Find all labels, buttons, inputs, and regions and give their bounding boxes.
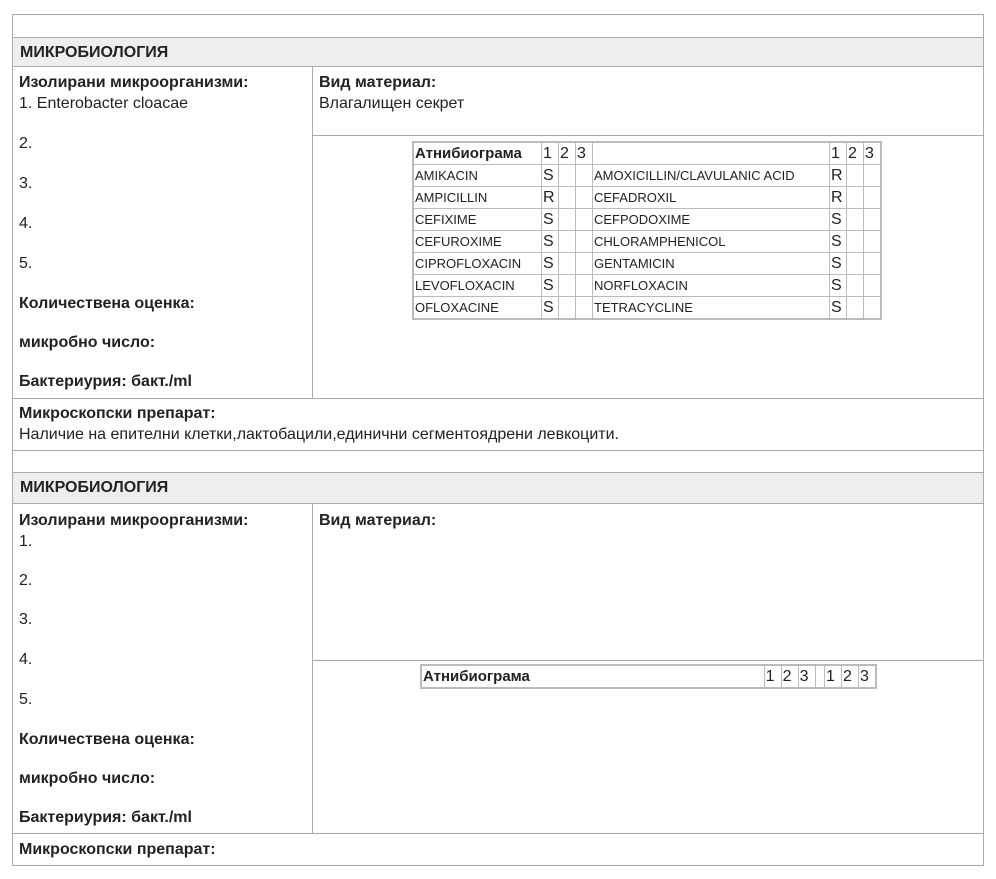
result-1: S <box>830 297 847 320</box>
result-1: S <box>542 297 559 320</box>
antibiogram-row <box>413 275 881 297</box>
result-3 <box>576 275 593 297</box>
result-2 <box>559 231 576 253</box>
count-label: микробно число: <box>19 770 156 787</box>
column-header: 3 <box>576 142 593 165</box>
antibiotic-name: GENTAMICIN <box>593 253 830 275</box>
isolated-item: 3. <box>19 611 33 628</box>
antibiotic-name: LEVOFLOXACIN <box>413 275 542 297</box>
antibiogram-row <box>413 253 881 275</box>
column-header: 1 <box>542 142 559 165</box>
result-2 <box>847 253 864 275</box>
empty-top-row <box>12 14 984 38</box>
material-label: Вид материал: <box>319 512 437 529</box>
antibiotic-name: NORFLOXACIN <box>593 275 830 297</box>
column-header: 1 <box>825 665 842 688</box>
antibiotic-name: AMOXICILLIN/CLAVULANIC ACID <box>593 165 830 187</box>
microscopy-label: Микроскопски препарат: <box>19 405 216 422</box>
column-header: 1 <box>764 665 781 688</box>
result-2 <box>559 253 576 275</box>
result-1: R <box>542 187 559 209</box>
quant-label: Количествена оценка: <box>19 295 195 312</box>
antibiogram-row <box>413 231 881 253</box>
antibiogram-table <box>420 664 877 689</box>
column-header-blank <box>593 142 830 165</box>
antibiogram-table <box>412 141 882 320</box>
antibiotic-name: CEFIXIME <box>413 209 542 231</box>
antibiogram-header-row <box>413 142 881 165</box>
column-header: 3 <box>859 665 877 688</box>
antibiogram-row <box>413 297 881 320</box>
result-2 <box>559 297 576 320</box>
isolated-item: 5. <box>19 255 33 272</box>
spacer-row <box>12 450 984 473</box>
count-label: микробно число: <box>19 334 156 351</box>
result-3 <box>864 275 882 297</box>
column-header: 3 <box>798 665 815 688</box>
column-header: 2 <box>842 665 859 688</box>
isolated-item: 4. <box>19 651 33 668</box>
isolated-item: 2. <box>19 135 33 152</box>
result-3 <box>864 209 882 231</box>
section-header: МИКРОБИОЛОГИЯ <box>12 472 984 504</box>
result-3 <box>576 231 593 253</box>
antibiogram-title: Атнибиограма <box>413 142 542 165</box>
column-header-blank <box>815 665 824 688</box>
microscopy-value: Наличие на епителни клетки,лактобацили,единични сегментоядрени левкоцити. <box>19 426 619 443</box>
column-header: 3 <box>864 142 882 165</box>
result-2 <box>847 297 864 320</box>
result-1: S <box>542 165 559 187</box>
result-2 <box>847 231 864 253</box>
antibiogram-row <box>413 187 881 209</box>
antibiogram-row <box>413 165 881 187</box>
result-3 <box>576 209 593 231</box>
result-3 <box>864 165 882 187</box>
result-1: S <box>830 253 847 275</box>
result-2 <box>847 209 864 231</box>
result-1: S <box>542 231 559 253</box>
column-header: 2 <box>781 665 798 688</box>
result-3 <box>864 231 882 253</box>
antibiogram-row <box>413 209 881 231</box>
antibiotic-name: TETRACYCLINE <box>593 297 830 320</box>
isolated-item: 3. <box>19 175 33 192</box>
result-2 <box>847 165 864 187</box>
result-2 <box>559 187 576 209</box>
bact-label: Бактериурия: бакт./ml <box>19 373 192 390</box>
antibiotic-name: CEFADROXIL <box>593 187 830 209</box>
antibiotic-name: CHLORAMPHENICOL <box>593 231 830 253</box>
result-1: S <box>830 209 847 231</box>
isolated-item: 5. <box>19 691 33 708</box>
result-1: S <box>542 209 559 231</box>
antibiotic-name: CIPROFLOXACIN <box>413 253 542 275</box>
antibiotic-name: CEFPODOXIME <box>593 209 830 231</box>
bact-label: Бактериурия: бакт./ml <box>19 809 192 826</box>
result-3 <box>864 187 882 209</box>
result-2 <box>559 165 576 187</box>
result-2 <box>847 275 864 297</box>
antibiogram-header-row <box>421 665 876 688</box>
isolated-item: 4. <box>19 215 33 232</box>
antibiogram-title: Атнибиограма <box>421 665 764 688</box>
isolated-item: 2. <box>19 572 33 589</box>
result-1: S <box>542 275 559 297</box>
result-3 <box>576 165 593 187</box>
result-1: S <box>830 231 847 253</box>
result-3 <box>576 187 593 209</box>
result-3 <box>864 253 882 275</box>
antibiotic-name: CEFUROXIME <box>413 231 542 253</box>
antibiotic-name: OFLOXACINE <box>413 297 542 320</box>
material-value: Влагалищен секрет <box>319 95 465 112</box>
result-2 <box>559 275 576 297</box>
microscopy-label: Микроскопски препарат: <box>19 841 216 858</box>
quant-label: Количествена оценка: <box>19 731 195 748</box>
material-label: Вид материал: <box>319 74 437 91</box>
column-header: 2 <box>559 142 576 165</box>
isolated-item: 1. Enterobacter cloacae <box>19 95 188 112</box>
antibiotic-name: AMPICILLIN <box>413 187 542 209</box>
result-2 <box>847 187 864 209</box>
result-3 <box>864 297 882 320</box>
antibiotic-name: AMIKACIN <box>413 165 542 187</box>
column-header: 1 <box>830 142 847 165</box>
result-2 <box>559 209 576 231</box>
isolated-label: Изолирани микроорганизми: <box>19 512 249 529</box>
result-3 <box>576 253 593 275</box>
result-1: R <box>830 187 847 209</box>
result-1: S <box>542 253 559 275</box>
result-1: R <box>830 165 847 187</box>
column-header: 2 <box>847 142 864 165</box>
isolated-item: 1. <box>19 533 33 550</box>
section-header: МИКРОБИОЛОГИЯ <box>12 37 984 67</box>
isolated-label: Изолирани микроорганизми: <box>19 74 249 91</box>
result-1: S <box>830 275 847 297</box>
result-3 <box>576 297 593 320</box>
